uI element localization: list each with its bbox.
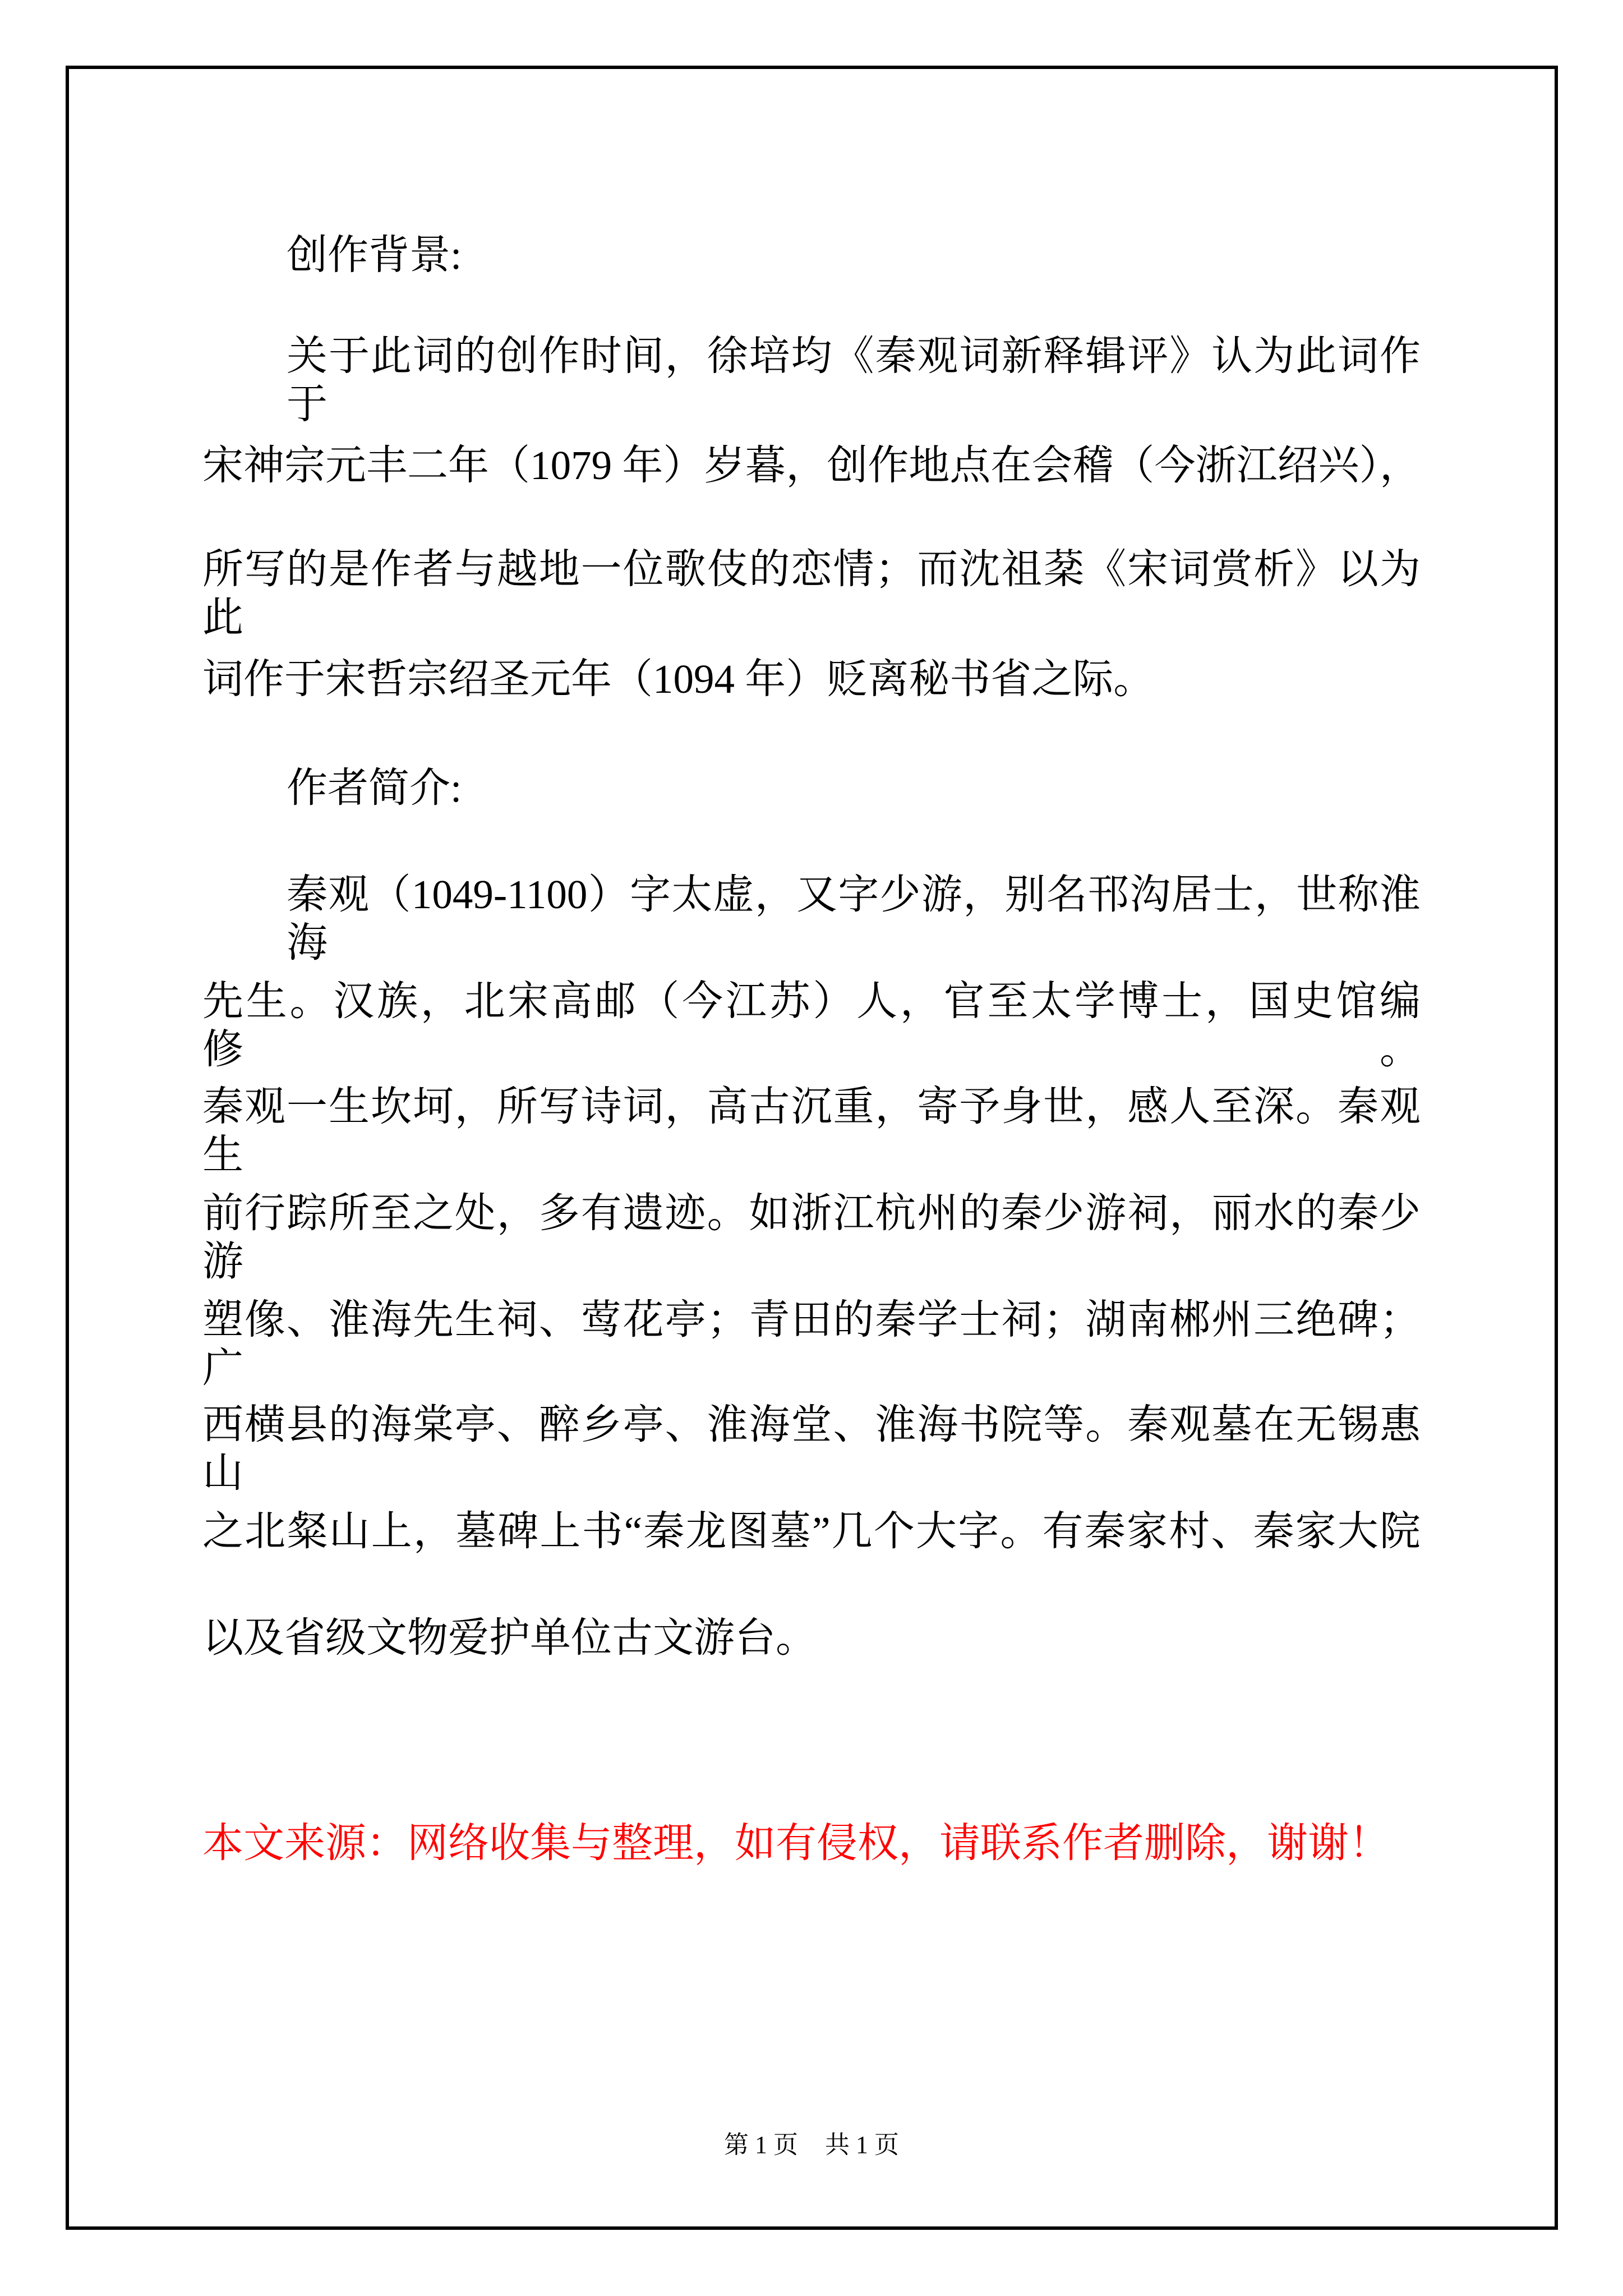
paragraph-line: 秦观一生坎坷，所写诗词，高古沉重，寄予身世，感人至深。秦观生: [202, 1084, 1421, 1177]
paragraph-line: 之北粲山上，墓碑上书“秦龙图墓”几个大字。有秦家村、秦家大院: [202, 1508, 1421, 1554]
footer-total-pages: 共 1 页: [825, 2131, 899, 2159]
paragraph-line: 塑像、淮海先生祠、莺花亭；青田的秦学士祠；湖南郴州三绝碑；广: [202, 1297, 1421, 1391]
paragraph-line: 秦观（1049-1100）字太虚，又字少游，别名邗沟居士，世称淮海: [287, 872, 1421, 965]
paragraph-line: 关于此词的创作时间，徐培均《秦观词新释辑评》认为此词作于: [287, 333, 1421, 427]
paragraph-line: 宋神宗元丰二年（1079 年）岁暮，创作地点在会稽（今浙江绍兴），: [202, 443, 1421, 488]
paragraph-line: 先生。汉族，北宋高邮（今江苏）人，官至太学博士，国史馆编修。: [202, 978, 1421, 1072]
paragraph-line: 所写的是作者与越地一位歌伎的恋情；而沈祖棻《宋词赏析》以为此: [202, 546, 1421, 640]
paragraph-line: 西横县的海棠亭、醉乡亭、淮海堂、淮海书院等。秦观墓在无锡惠山: [202, 1402, 1421, 1496]
paragraph-line: 前行踪所至之处，多有遗迹。如浙江杭州的秦少游祠，丽水的秦少游: [202, 1190, 1421, 1284]
heading-author-intro: 作者简介:: [287, 765, 462, 811]
paragraph-line: 词作于宋哲宗绍圣元年（1094 年）贬离秘书省之际。: [202, 656, 1155, 702]
heading-creation-background: 创作背景:: [287, 232, 462, 278]
paragraph-line: 以及省级文物爱护单位古文游台。: [202, 1615, 817, 1660]
page-footer: [0, 2131, 1623, 2160]
footer-current-page: 第 1 页: [724, 2131, 798, 2159]
source-disclaimer-note: 本文来源：网络收集与整理，如有侵权，请联系作者删除，谢谢！: [202, 1820, 1390, 1866]
